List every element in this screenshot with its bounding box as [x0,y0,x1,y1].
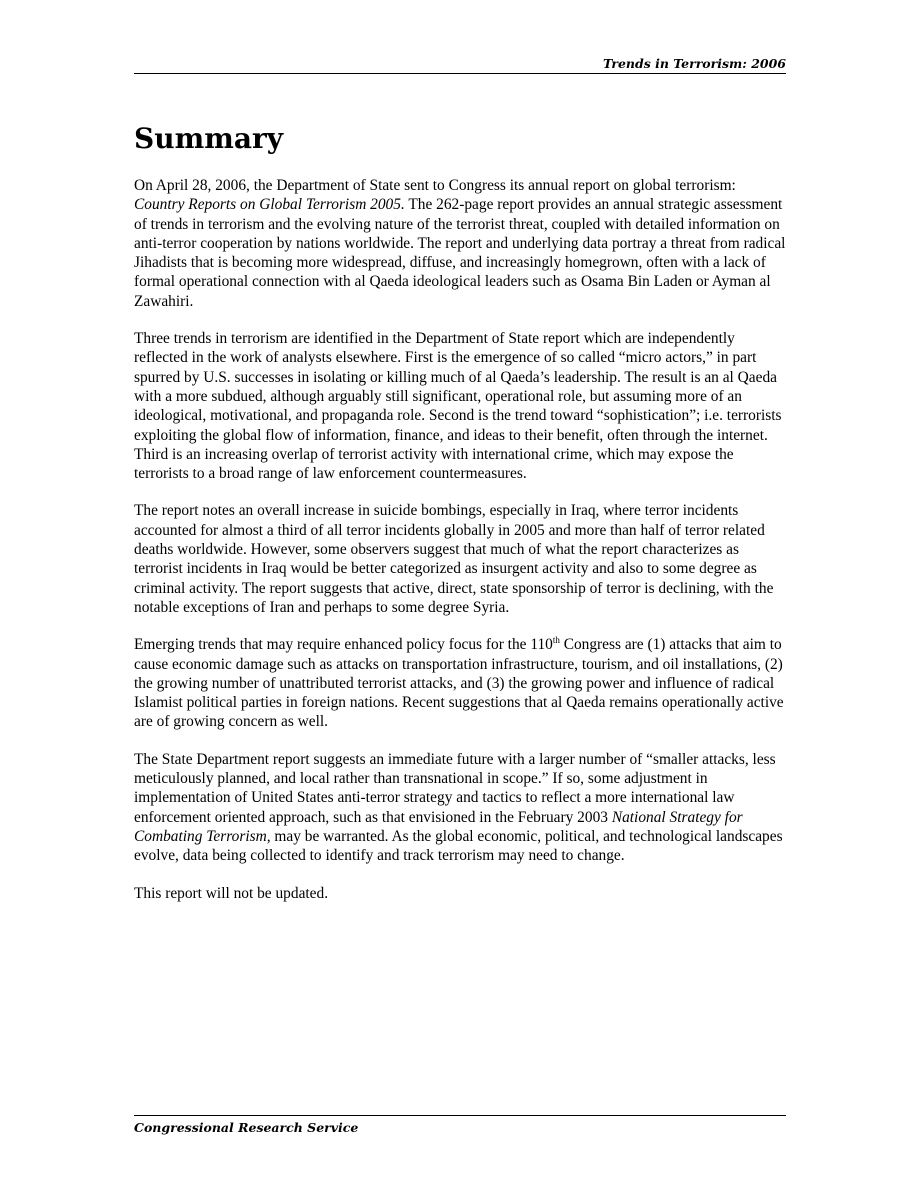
paragraph-6: This report will not be updated. [134,884,329,902]
paragraph-4-before: Emerging trends that may require enhanced policy focus for the 110 [134,636,553,654]
paragraph-3: The report notes an overall increase in suicide bombings, especially in Iraq, where terror incidents accounted for almost a third of all terror incidents globally in 2005 and more than half of terror related deaths worldwide. However, some observers suggest that much of what the report characterizes as terrorist incidents in Iraq would be better categorized as insurgent activity and also to some degree as criminal activity. The report suggests that active, direct, state sponsorship of terror is declining, with the notable exceptions of Iran and perhaps to some degree Syria. [134,502,774,616]
paragraph-1 [134,176,789,311]
running-header-title: Trends in Terrorism: 2006 [602,56,786,71]
paragraph-1-intro: On April 28, 2006, the Department of State sent to Congress its annual report on global terrorism: [134,177,736,194]
page-title: Summary [134,122,283,155]
paragraph-1-rest: The 262-page report provides an annual strategic assessment of trends in terrorism and the evolving nature of the terrorist threat, coupled with detailed information on anti-terror cooperation by nations worldwide. The report and underlying data portray a threat from radical Jihadists that is becoming more widespread, diffuse, and increasingly homegrown, often with a lack of formal operational connection with al Qaeda ideological leaders such as Osama Bin Laden or Ayman al Zawahiri. [134,196,786,310]
paragraph-2: Three trends in terrorism are identified in the Department of State report which are independently reflected in the work of analysts elsewhere. First is the emergence of so called “micro actors,” in part spurred by U.S. successes in isolating or killing much of al Qaeda’s leadership. The result is an al Qaeda with a more subdued, although arguably still significant, operational role, but assuming more of an ideological, motivational, and propaganda role. Second is the trend toward “sophistication”; i.e. terrorists exploiting the global flow of information, finance, and ideas to their benefit, often through the internet. Third is an increasing overlap of terrorist activity with international crime, which may expose the terrorists to a broad range of law enforcement countermeasures. [134,330,782,483]
superscript-th: th [552,635,560,646]
paragraph-5 [134,750,789,866]
paragraph-4 [134,635,789,731]
strategy-title: National Strategy for Combating Terrorism, [134,808,743,845]
running-header [134,56,786,74]
paragraph-5-before: The State Department report suggests an immediate future with a larger number of “smaller attacks, less meticulously planned, and local rather than transnational in scope.” If so, some adjustment in implementation of United States anti-terror strategy and tactics to reflect a more international law enforcement oriented approach, such as that envisioned in the February 2003 [134,750,776,826]
paragraph-4-after: Congress are (1) attacks that aim to cause economic damage such as attacks on transportation infrastructure, tourism, and oil installations, (2) the growing number of unattributed terrorist attacks, and (3) the growing power and influence of radical Islamist political parties in foreign nations. Recent suggestions that al Qaeda remains operationally active are of growing concern as well. [134,636,784,731]
footer-source: Congressional Research Service [134,1120,359,1135]
footer-rule [134,1115,786,1116]
report-title: Country Reports on Global Terrorism 2005. [134,196,405,214]
summary-body [134,176,789,903]
paragraph-5-after: may be warranted. As the global economic, political, and technological landscapes evolve, data being collected to identify and track terrorism may need to change. [134,827,783,865]
